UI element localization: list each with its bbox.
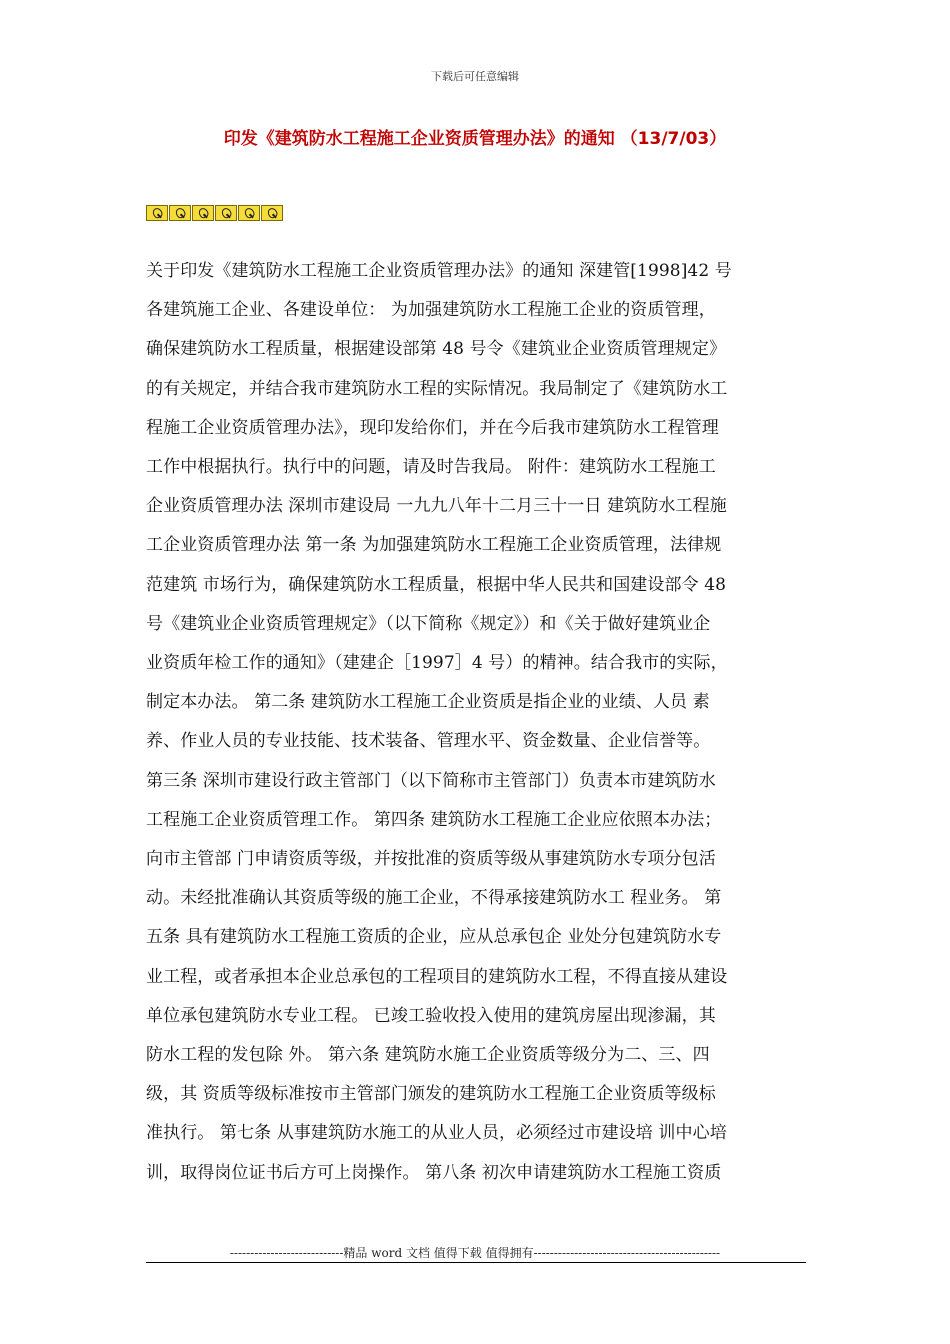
body-line: 防水工程的发包除 外。 第六条 建筑防水施工企业资质等级分为二、三、四 bbox=[146, 1045, 710, 1066]
rating-icon bbox=[261, 205, 283, 221]
body-line: 业资质年检工作的通知》（建建企［1997］4 号）的精神。结合我市的实际， bbox=[146, 653, 728, 674]
body-line: 各建筑施工企业、各建设单位： 为加强建筑防水工程施工企业的资质管理， bbox=[146, 300, 716, 321]
body-line: 级，其 资质等级标准按市主管部门颁发的建筑防水工程施工企业资质等级标 bbox=[146, 1084, 716, 1105]
rating-icon bbox=[192, 205, 214, 221]
body-line: 工企业资质管理办法 第一条 为加强建筑防水工程施工企业资质管理，法律规 bbox=[146, 535, 722, 556]
body-line: 工作中根据执行。执行中的问题，请及时告我局。 附件：建筑防水工程施工 bbox=[146, 457, 716, 478]
body-line: 工程施工企业资质管理工作。 第四条 建筑防水工程施工企业应依照本办法； bbox=[146, 809, 722, 830]
body-line: 程施工企业资质管理办法》，现印发给你们，并在今后我市建筑防水工程管理 bbox=[146, 417, 719, 438]
document-title: 印发《建筑防水工程施工企业资质管理办法》的通知 （13/7/03） bbox=[223, 129, 727, 149]
rating-icon bbox=[146, 205, 168, 221]
body-line: 单位承包建筑防水专业工程。 已竣工验收投入使用的建筑房屋出现渗漏，其 bbox=[146, 1005, 716, 1026]
rating-icon bbox=[169, 205, 191, 221]
body-line: 的有关规定，并结合我市建筑防水工程的实际情况。我局制定了《建筑防水工 bbox=[146, 378, 728, 399]
footer-note: ----------------------------精品 word 文档 值得下载 值得拥有---------------------------------------------- bbox=[229, 1246, 721, 1260]
body-line: 动。未经批准确认其资质等级的施工企业，不得承接建筑防水工 程业务。 第 bbox=[146, 888, 722, 909]
rating-icon bbox=[238, 205, 260, 221]
body-line: 向市主管部 门申请资质等级，并按批准的资质等级从事建筑防水专项分包活 bbox=[146, 849, 716, 870]
body-line: 范建筑 市场行为，确保建筑防水工程质量，根据中华人民共和国建设部令 48 bbox=[146, 574, 727, 595]
body-line: 企业资质管理办法 深圳市建设局 一九九八年十二月三十一日 建筑防水工程施 bbox=[146, 496, 727, 517]
body-line: 业工程，或者承担本企业总承包的工程项目的建筑防水工程，不得直接从建设 bbox=[146, 966, 728, 987]
body-line: 号《建筑业企业资质管理规定》（以下简称《规定》）和《关于做好建筑业企 bbox=[146, 613, 711, 634]
icon-row bbox=[146, 205, 283, 221]
footer-divider bbox=[146, 1262, 806, 1263]
rating-icon bbox=[215, 205, 237, 221]
body-line: 制定本办法。 第二条 建筑防水工程施工企业资质是指企业的业绩、人员 素 bbox=[146, 692, 710, 713]
header-note: 下载后可任意编辑 bbox=[431, 70, 519, 83]
body-line: 准执行。 第七条 从事建筑防水施工的从业人员，必须经过市建设培 训中心培 bbox=[146, 1123, 727, 1144]
body-line: 五条 具有建筑防水工程施工资质的企业，应从总承包企 业处分包建筑防水专 bbox=[146, 927, 722, 948]
body-line: 第三条 深圳市建设行政主管部门（以下简称市主管部门）负责本市建筑防水 bbox=[146, 770, 716, 791]
body-line: 确保建筑防水工程质量，根据建设部第 48 号令《建筑业企业资质管理规定》 bbox=[146, 339, 727, 360]
body-line: 训，取得岗位证书后方可上岗操作。 第八条 初次申请建筑防水工程施工资质 bbox=[146, 1162, 722, 1183]
body-line: 关于印发《建筑防水工程施工企业资质管理办法》的通知 深建管[1998]42 号 bbox=[146, 261, 732, 281]
body-line: 养、作业人员的专业技能、技术装备、管理水平、资金数量、企业信誉等。 bbox=[146, 731, 711, 752]
document-body bbox=[146, 252, 796, 1193]
